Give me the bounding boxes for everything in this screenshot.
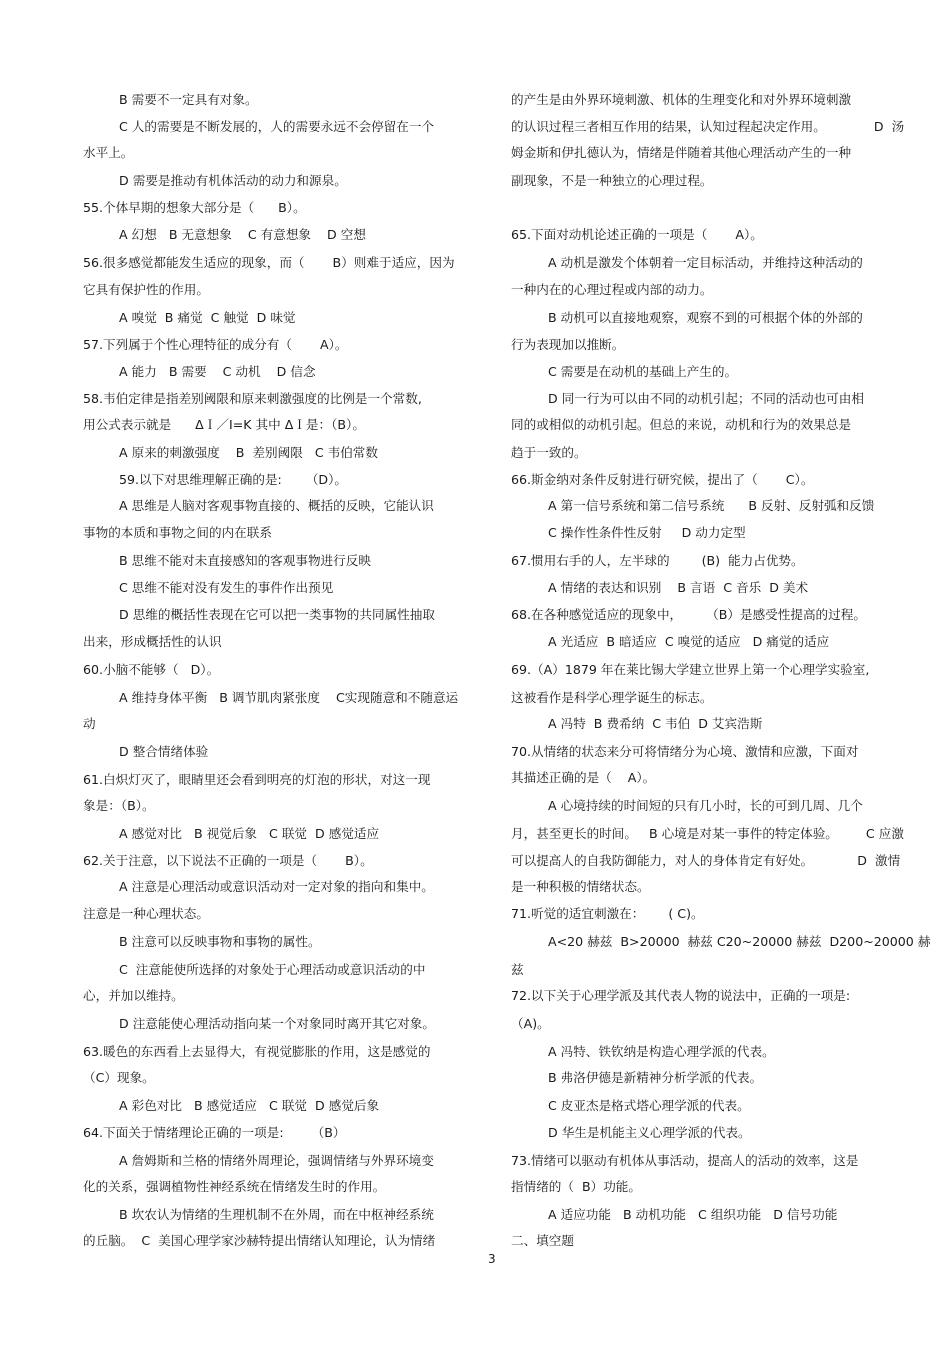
text-line: A 詹姆斯和兰格的情绪外周理论，强调情绪与外界环境变 (119, 1153, 434, 1168)
text-line: C 注意能使所选择的对象处于心理活动或意识活动的中 (119, 962, 426, 977)
text-line: 象是：（B）。 (83, 798, 155, 813)
text-line: D 同一行为可以由不同的动机引起；不同的活动也可由相 (548, 391, 864, 406)
text-line: 58.韦伯定律是指差别阈限和原来刺激强度的比例是一个常数, (83, 391, 422, 406)
text-line: 60.小脑不能够（ D）。 (83, 662, 220, 677)
text-line: C 需要是在动机的基础上产生的。 (548, 364, 738, 379)
text-line: A 光适应 B 暗适应 C 嗅觉的适应 D 痛觉的适应 (548, 634, 830, 649)
text-line: 化的关系，强调植物性神经系统在情绪发生时的作用。 (83, 1179, 386, 1194)
text-line: A<20 赫兹 B>20000 赫兹 C20~20000 赫兹 D200~20000 赫 (548, 934, 931, 949)
text-line: A 嗅觉 B 痛觉 C 触觉 D 味觉 (119, 310, 296, 325)
page-number: 3 (488, 1252, 496, 1266)
text-line: D 整合情绪体验 (119, 744, 209, 759)
text-line: B 坎农认为情绪的生理机制不在外周，而在中枢神经系统 (119, 1207, 434, 1222)
text-line: A 幻想 B 无意想象 C 有意想象 D 空想 (119, 227, 366, 242)
text-line: 其描述正确的是（ A）。 (511, 770, 656, 785)
text-line: 用公式表示就是 ΔＩ／I=K 其中 ΔＩ是：（B）。 (83, 417, 365, 432)
text-line: 姆金斯和伊扎德认为，情绪是伴随着其他心理活动产生的一种 (511, 145, 852, 160)
text-line: 的丘脑。 C 美国心理学家沙赫特提出情绪认知理论，认为情绪 (83, 1233, 436, 1248)
text-line: 61.白炽灯灭了，眼睛里还会看到明亮的灯泡的形状，对这一现 (83, 772, 431, 787)
text-line: B 需要不一定具有对象。 (119, 92, 258, 107)
text-line: A 注意是心理活动或意识活动对一定对象的指向和集中。 (119, 879, 434, 894)
text-line: C 思维不能对没有发生的事件作出预见 (119, 580, 334, 595)
text-line: 57.下列属于个性心理特征的成分有（ A）。 (83, 337, 348, 352)
text-line: C 操作性条件性反射 D 动力定型 (548, 525, 746, 540)
text-line: A 心境持续的时间短的只有几小时，长的可到几周、几个 (548, 798, 863, 813)
text-line: 事物的本质和事物之间的内在联系 (83, 525, 272, 540)
text-line: 56.很多感觉都能发生适应的现象，而（ B）则难于适应，因为 (83, 255, 455, 270)
text-line: 的产生是由外界环境刺激、机体的生理变化和对外界环境刺激 (511, 92, 852, 107)
text-line: B 注意可以反映事物和事物的属性。 (119, 934, 321, 949)
text-line: 行为表现加以推断。 (511, 337, 625, 352)
text-line: A 思维是人脑对客观事物直接的、概括的反映，它能认识 (119, 498, 434, 513)
text-line: 一种内在的心理过程或内部的动力。 (511, 282, 713, 297)
text-line: A 情绪的表达和识别 B 言语 C 音乐 D 美术 (548, 580, 809, 595)
text-line: A 第一信号系统和第二信号系统 B 反射、反射弧和反馈 (548, 498, 875, 513)
text-line: A 原来的刺激强度 B 差别阈限 C 韦伯常数 (119, 445, 378, 460)
text-line: A 冯特 B 费希纳 C 韦伯 D 艾宾浩斯 (548, 716, 763, 731)
text-line: A 动机是激发个体朝着一定目标活动，并维持这种活动的 (548, 255, 863, 270)
text-line: 副现象，不是一种独立的心理过程。 (511, 173, 713, 188)
text-line: 动 (83, 716, 96, 731)
text-line: A 维持身体平衡 B 调节肌肉紧张度 C实现随意和不随意运 (119, 690, 459, 705)
text-line: 72.以下关于心理学派及其代表人物的说法中，正确的一项是: (511, 988, 851, 1003)
text-line: 65.下面对动机论述正确的一项是（ A）。 (511, 227, 763, 242)
text-line: 二、填空题 (511, 1233, 574, 1248)
text-line: （C）现象。 (83, 1070, 155, 1085)
text-line: A 适应功能 B 动机功能 C 组织功能 D 信号功能 (548, 1207, 838, 1222)
text-line: 55.个体早期的想象大部分是（ B）。 (83, 200, 306, 215)
text-line: 这被看作是科学心理学诞生的标志。 (511, 690, 713, 705)
text-line: D 思维的概括性表现在它可以把一类事物的共同属性抽取 (119, 607, 435, 622)
text-line: 可以提高人的自我防御能力，对人的身体肯定有好处。 D 激情 (511, 853, 901, 868)
text-line: B 思维不能对未直接感知的客观事物进行反映 (119, 553, 371, 568)
text-line: 63.暖色的东西看上去显得大，有视觉膨胀的作用，这是感觉的 (83, 1044, 431, 1059)
text-line: 70.从情绪的状态来分可将情绪分为心境、激情和应激，下面对 (511, 744, 859, 759)
text-line: 心，并加以维持。 (83, 988, 184, 1003)
text-line: 64.下面关于情绪理论正确的一项是: （B） (83, 1125, 346, 1140)
text-line: 的认识过程三者相互作用的结果，认知过程起决定作用。 D 汤 (511, 119, 905, 134)
text-line: A 彩色对比 B 感觉适应 C 联觉 D 感觉后象 (119, 1098, 380, 1113)
text-line: C 皮亚杰是格式塔心理学派的代表。 (548, 1098, 750, 1113)
text-line: D 需要是推动有机体活动的动力和源泉。 (119, 173, 347, 188)
text-line: D 华生是机能主义心理学派的代表。 (548, 1125, 751, 1140)
text-line: 注意是一种心理状态。 (83, 906, 209, 921)
text-line: 是一种积极的情绪状态。 (511, 879, 650, 894)
text-line: 兹 (511, 962, 524, 977)
text-line: 66.斯金纳对条件反射进行研究候，提出了（ C）。 (511, 472, 814, 487)
text-line: （A)。 (511, 1016, 550, 1031)
text-line: 73.情绪可以驱动有机体从事活动，提高人的活动的效率，这是 (511, 1153, 859, 1168)
text-line: 月，甚至更长的时间。 B 心境是对某一事件的特定体验。 C 应激 (511, 826, 904, 841)
text-line: A 能力 B 需要 C 动机 D 信念 (119, 364, 316, 379)
text-line: 68.在各种感觉适应的现象中， （B）是感受性提高的过程。 (511, 607, 866, 622)
text-line: 水平上。 (83, 145, 134, 160)
text-line: 同的或相似的动机引起。但总的来说，动机和行为的效果总是 (511, 417, 852, 432)
text-line: 指情绪的（ B）功能。 (511, 1179, 641, 1194)
text-line: 67.惯用右手的人，左半球的 (B) 能力占优势。 (511, 553, 804, 568)
text-line: 它具有保护性的作用。 (83, 282, 209, 297)
text-line: D 注意能使心理活动指向某一个对象同时离开其它对象。 (119, 1016, 435, 1031)
text-line: 71.听觉的适宜刺激在： ( C)。 (511, 906, 704, 921)
text-line: 69.（A）1879 年在莱比锡大学建立世界上第一个心理学实验室, (511, 662, 870, 677)
text-line: 出来，形成概括性的认识 (83, 634, 222, 649)
text-line: B 弗洛伊德是新精神分析学派的代表。 (548, 1070, 763, 1085)
text-line: B 动机可以直接地观察，观察不到的可根据个体的外部的 (548, 310, 863, 325)
text-line: 59.以下对思维理解正确的是: （D）。 (119, 472, 348, 487)
text-line: A 感觉对比 B 视觉后象 C 联觉 D 感觉适应 (119, 826, 380, 841)
text-line: A 冯特、铁钦纳是构造心理学派的代表。 (548, 1044, 775, 1059)
text-line: 62.关于注意，以下说法不正确的一项是（ B）。 (83, 853, 373, 868)
text-line: C 人的需要是不断发展的，人的需要永远不会停留在一个 (119, 119, 435, 134)
text-line: 趋于一致的。 (511, 445, 587, 460)
